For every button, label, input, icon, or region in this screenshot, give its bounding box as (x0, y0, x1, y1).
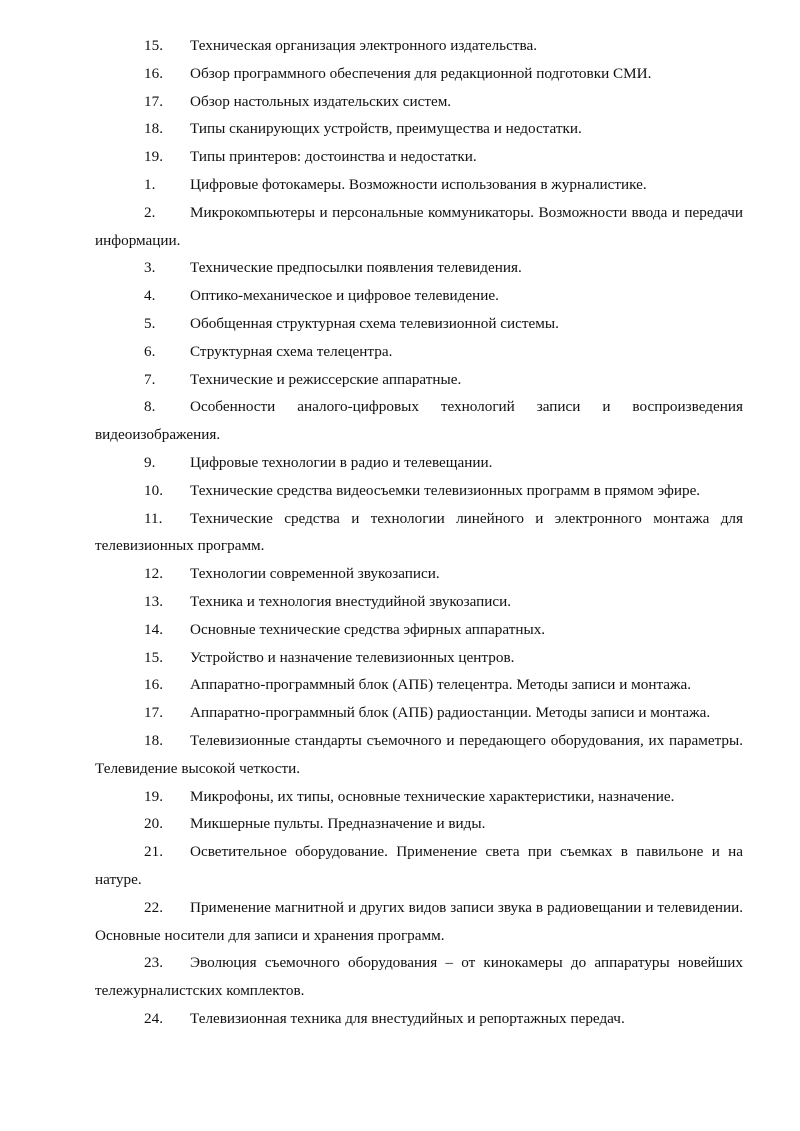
list-item (95, 88, 743, 116)
item-number: 22. (144, 898, 163, 916)
item-number: 19. (144, 148, 163, 166)
item-number: 18. (144, 731, 163, 749)
item-text: Основные технические средства эфирных аппаратных. (190, 620, 546, 638)
item-number: 18. (144, 120, 163, 138)
item-text: Типы сканирующих устройств, преимущества и недостатки. (190, 120, 582, 138)
list-item (95, 1005, 743, 1033)
list-item (95, 671, 743, 699)
list-item (95, 949, 743, 1005)
item-text: Телевизионная техника для внестудийных и репортажных передач. (190, 1009, 625, 1027)
item-text: Микшерные пульты. Предназначение и виды. (190, 815, 486, 833)
item-text: Микрофоны, их типы, основные технические характеристики, назначение. (190, 787, 675, 805)
item-text: Микрокомпьютеры и персональные коммуникаторы. Возможности ввода и передачи информации. (95, 203, 743, 249)
item-text: Применение магнитной и других видов записи звука в радиовещании и телевидении. Основные носители для записи и хранения программ. (95, 898, 743, 944)
item-number: 10. (144, 481, 163, 499)
list-item (95, 699, 743, 727)
item-number: 3. (144, 259, 156, 277)
item-text: Осветительное оборудование. Применение света при съемках в павильоне и на натуре. (95, 843, 743, 888)
item-number: 21. (144, 843, 163, 861)
list-item (95, 199, 743, 255)
item-number: 9. (144, 453, 156, 471)
list-item (95, 477, 743, 505)
item-number: 11. (144, 509, 163, 527)
list-item (95, 60, 743, 88)
list-item (95, 616, 743, 644)
item-number: 16. (144, 64, 163, 82)
list-item (95, 282, 743, 310)
list-item (95, 171, 743, 199)
list-item (95, 838, 743, 894)
list-item (95, 560, 743, 588)
item-number: 8. (144, 398, 156, 416)
list-item (95, 338, 743, 366)
item-text: Особенности аналого-цифровых технологий записи и воспроизведения видеоизображения. (95, 398, 743, 444)
item-number: 14. (144, 620, 163, 638)
item-number: 24. (144, 1009, 163, 1027)
list-item (95, 783, 743, 811)
item-text: Технические средства видеосъемки телевизионных программ в прямом эфире. (190, 481, 701, 499)
item-text: Обзор настольных издательских систем. (190, 92, 452, 110)
item-number: 17. (144, 92, 163, 110)
list-item (95, 143, 743, 171)
document-page (0, 32, 800, 1033)
item-number: 5. (144, 314, 156, 332)
item-text: Оптико-механическое и цифровое телевидение. (190, 287, 499, 305)
item-number: 12. (144, 565, 163, 583)
list-item (95, 310, 743, 338)
list-item (95, 115, 743, 143)
item-text: Обзор программного обеспечения для редакционной подготовки СМИ. (190, 64, 652, 82)
item-text: Цифровые технологии в радио и телевещании. (190, 453, 493, 471)
item-number: 23. (144, 954, 163, 972)
item-text: Телевизионные стандарты съемочного и передающего оборудования, их параметры. Телевидение высокой четкости. (95, 731, 743, 777)
list-item (95, 32, 743, 60)
item-number: 7. (144, 370, 156, 388)
item-text: Технические и режиссерские аппаратные. (190, 370, 462, 388)
item-number: 20. (144, 815, 163, 833)
item-number: 19. (144, 787, 163, 805)
item-text: Цифровые фотокамеры. Возможности использования в журналистике. (190, 175, 647, 193)
list-item (95, 254, 743, 282)
item-number: 1. (144, 175, 156, 193)
item-text: Эволюция съемочного оборудования – от кинокамеры до аппаратуры новейших тележурналистских комплектов. (95, 954, 743, 1000)
item-text: Устройство и назначение телевизионных центров. (190, 648, 515, 666)
list-item (95, 393, 743, 449)
item-text: Аппаратно-программный блок (АПБ) телецентра. Методы записи и монтажа. (190, 676, 692, 694)
item-number: 15. (144, 37, 163, 54)
list-item (95, 449, 743, 477)
item-text: Аппаратно-программный блок (АПБ) радиостанции. Методы записи и монтажа. (190, 704, 711, 722)
list-item (95, 505, 743, 561)
item-number: 17. (144, 704, 163, 722)
item-number: 13. (144, 592, 163, 610)
item-number: 15. (144, 648, 163, 666)
item-text: Структурная схема телецентра. (190, 342, 393, 360)
list-item (95, 366, 743, 394)
list-item (95, 894, 743, 950)
list-item (95, 644, 743, 672)
item-number: 4. (144, 287, 156, 305)
list-item (95, 810, 743, 838)
list-item (95, 588, 743, 616)
list-item (95, 727, 743, 783)
item-number: 16. (144, 676, 163, 694)
item-text: Обобщенная структурная схема телевизионной системы. (190, 314, 559, 332)
item-text: Технические средства и технологии линейного и электронного монтажа для телевизионных программ. (95, 509, 743, 555)
item-text: Технические предпосылки появления телевидения. (190, 259, 522, 277)
item-text: Технологии современной звукозаписи. (190, 565, 440, 583)
item-number: 6. (144, 342, 156, 360)
item-text: Техническая организация электронного издательства. (190, 37, 537, 54)
item-text: Типы принтеров: достоинства и недостатки. (190, 148, 477, 166)
item-text: Техника и технология внестудийной звукозаписи. (190, 592, 512, 610)
item-number: 2. (144, 203, 156, 221)
